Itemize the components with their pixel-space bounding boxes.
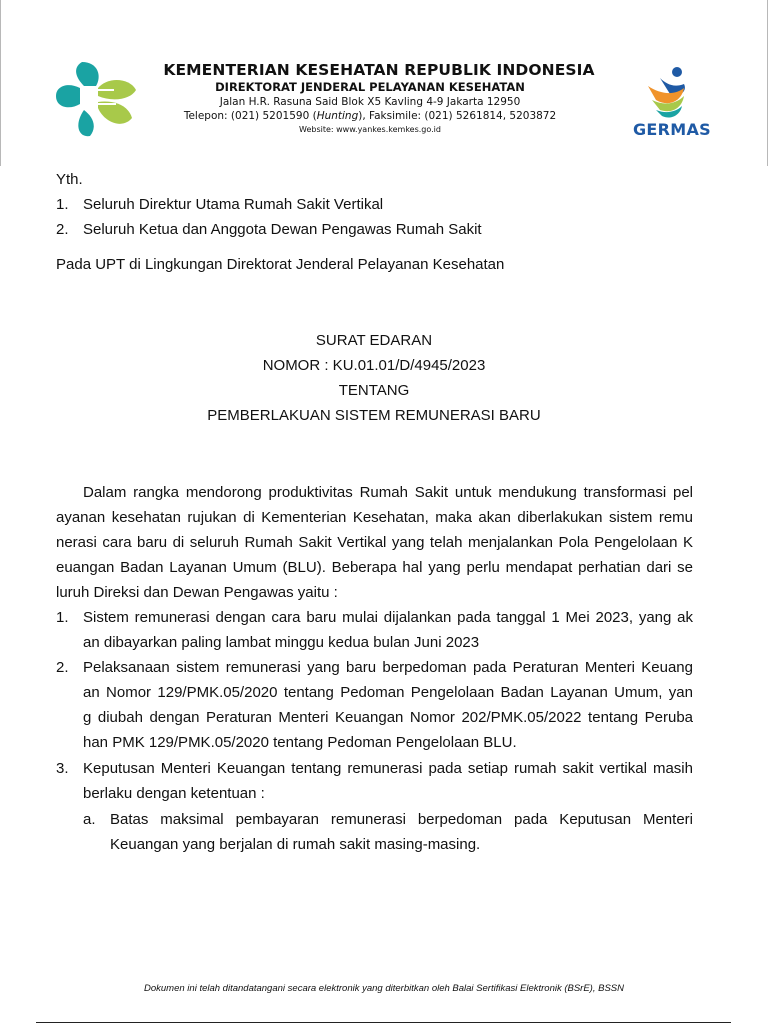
paragraph-line: an dibayarkan paling lambat minggu kedua bulan Juni 2023 (83, 634, 480, 651)
paragraph-line: berlaku dengan ketentuan : (83, 785, 265, 802)
germas-wordmark: GERMAS (633, 120, 712, 139)
paragraph-line: euangan Badan Layanan Umum (BLU). Beberapa hal yang perlu mendapat perhatian dari se (56, 559, 693, 576)
ministry-name: KEMENTERIAN KESEHATAN REPUBLIK INDONESIA (163, 61, 595, 79)
paragraph-line: han PMK 129/PMK.05/2020 tentang Pedoman Pengelolaan BLU. (83, 734, 517, 751)
list-item-text (83, 756, 693, 806)
address: Jalan H.R. Rasuna Said Blok X5 Kavling 4-9 Jakarta 12950 (219, 96, 521, 108)
recipient-item: Seluruh Ketua dan Anggota Dewan Pengawas Rumah Sakit (83, 221, 482, 238)
document-number: NOMOR : KU.01.01/D/4945/2023 (262, 357, 486, 374)
website: Website: www.yankes.kemkes.go.id (299, 125, 441, 134)
directorate-name: DIREKTORAT JENDERAL PELAYANAN KESEHATAN (215, 80, 525, 94)
letterhead-text (148, 60, 628, 137)
list-item-text (83, 655, 693, 755)
recipient-number: 2. (56, 221, 69, 238)
paragraph-line: g diubah dengan Peraturan Menteri Keuangan Nomor 202/PMK.05/2022 tentang Peruba (83, 709, 693, 726)
paragraph-line: Pelaksanaan sistem remunerasi yang baru berpedoman pada Peraturan Menteri Keuang (83, 659, 693, 676)
paragraph-line: Dalam rangka mendorong produktivitas Rumah Sakit untuk mendukung transformasi pel (83, 484, 693, 501)
footer-divider (36, 1022, 731, 1023)
sub-list-item-text (110, 807, 693, 857)
phone-suffix: ), Faksimile: (021) 5261814, 5203872 (358, 110, 557, 122)
paragraph-line: nerasi cara baru di seluruh Rumah Sakit Vertikal yang telah menjalankan Pola Pengelolaan K (56, 534, 693, 551)
recipient-item: Seluruh Direktur Utama Rumah Sakit Vertikal (83, 196, 384, 213)
salutation: Yth. (56, 171, 83, 188)
document-type: SURAT EDARAN (315, 332, 433, 349)
phone-prefix: Telepon: (021) 5201590 ( (183, 110, 317, 122)
paragraph-line: Keuangan yang berjalan di rumah sakit masing-masing. (110, 836, 481, 853)
list-number: 2. (56, 659, 69, 676)
paragraph-line: luruh Direksi dan Dewan Pengawas yaitu : (56, 584, 338, 601)
sub-list-letter: a. (83, 811, 96, 828)
list-number: 3. (56, 760, 69, 777)
paragraph-line: Batas maksimal pembayaran remunerasi berpedoman pada Keputusan Menteri (110, 811, 693, 828)
paragraph-line: an Nomor 129/PMK.05/2020 tentang Pedoman Pengelolaan Badan Layanan Umum, yan (83, 684, 693, 701)
recipient-number: 1. (56, 196, 69, 213)
document-about: TENTANG (338, 382, 410, 399)
phone-fax (112, 109, 628, 123)
recipient-location: Pada UPT di Lingkungan Direktorat Jenderal Pelayanan Kesehatan (56, 256, 505, 273)
list-number: 1. (56, 609, 69, 626)
electronic-signature-note: Dokumen ini telah ditandatangani secara elektronik yang diterbitkan oleh Balai Sertifikasi Elektronik (BSrE), BSSN (144, 983, 624, 994)
phone-hunting: Hunting (316, 110, 359, 122)
paragraph-line: Sistem remunerasi dengan cara baru mulai dijalankan pada tanggal 1 Mei 2023, yang ak (83, 609, 693, 626)
list-item-text (83, 605, 693, 655)
letterhead (0, 0, 768, 160)
document-subject: PEMBERLAKUAN SISTEM REMUNERASI BARU (207, 407, 541, 424)
intro-paragraph (56, 480, 693, 605)
paragraph-line: ayanan kesehatan rujukan di Kementerian Kesehatan, maka akan diberlakukan sistem remu (56, 509, 693, 526)
paragraph-line: Keputusan Menteri Keuangan tentang remunerasi pada setiap rumah sakit vertikal masih (83, 760, 693, 777)
